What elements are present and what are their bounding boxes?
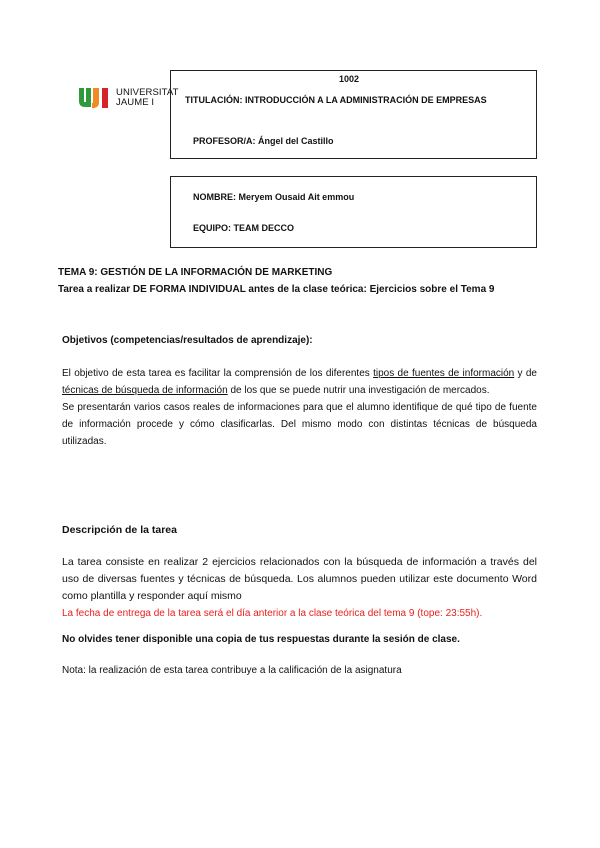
tema-title: TEMA 9: GESTIÓN DE LA INFORMACIÓN DE MARKETING [58, 267, 333, 278]
student-info-box [170, 176, 537, 248]
objetivos-p1-text-a: El objetivo de esta tarea es facilitar la comprensión de los diferentes [62, 368, 374, 379]
university-logo [78, 87, 179, 109]
objetivos-p1-text-b: y de [514, 368, 537, 379]
reminder-text: No olvides tener disponible una copia de tus respuestas durante la sesión de clase. [62, 634, 460, 645]
nota-text: Nota: la realización de esta tarea contribuye a la calificación de la asignatura [62, 665, 402, 676]
descripcion-heading: Descripción de la tarea [62, 524, 177, 536]
descripcion-body [62, 554, 537, 622]
tema-subtitle: Tarea a realizar DE FORMA INDIVIDUAL antes de la clase teórica: Ejercicios sobre el Tema 9 [58, 284, 495, 295]
objetivos-heading: Objetivos (competencias/resultados de aprendizaje): [62, 335, 313, 346]
university-name-line2: JAUME I [116, 97, 155, 108]
profesor-label: PROFESOR/A: Ángel del Castillo [193, 136, 334, 146]
objetivos-body [62, 365, 537, 450]
tecnicas-busqueda-link: técnicas de búsqueda de información [62, 385, 228, 396]
equipo-label: EQUIPO: TEAM DECCO [193, 223, 295, 233]
course-code: 1002 [338, 74, 360, 84]
university-name-line1: UNIVERSITAT [116, 87, 179, 98]
objetivos-paragraph-1 [62, 365, 537, 399]
tipos-fuentes-link: tipos de fuentes de información [373, 368, 515, 379]
titulacion-label: TITULACIÓN: INTRODUCCIÓN A LA ADMINISTRACIÓN DE EMPRESAS [185, 95, 487, 105]
descripcion-paragraph: La tarea consiste en realizar 2 ejercicios relacionados con la búsqueda de información a través del uso de diversas fuentes y técnicas de búsqueda. Los alumnos pueden utilizar este documento Word como plantilla y responder aquí mismo [62, 556, 537, 602]
objetivos-p1-text-c: de los que se puede nutrir una investigación de mercados. [227, 385, 490, 396]
objetivos-paragraph-2: Se presentarán varios casos reales de informaciones para que el alumno identifique de qué tipo de fuente de información procede y cómo clasificarlas. Del mismo modo con distintas técnicas de búsqueda utilizadas. [62, 402, 537, 447]
deadline-text: La fecha de entrega de la tarea será el día anterior a la clase teórica del tema 9 (tope: 23:55h). [62, 608, 483, 619]
nombre-label: NOMBRE: Meryem Ousaid Ait emmou [193, 192, 355, 202]
uji-logo-icon [78, 87, 112, 109]
